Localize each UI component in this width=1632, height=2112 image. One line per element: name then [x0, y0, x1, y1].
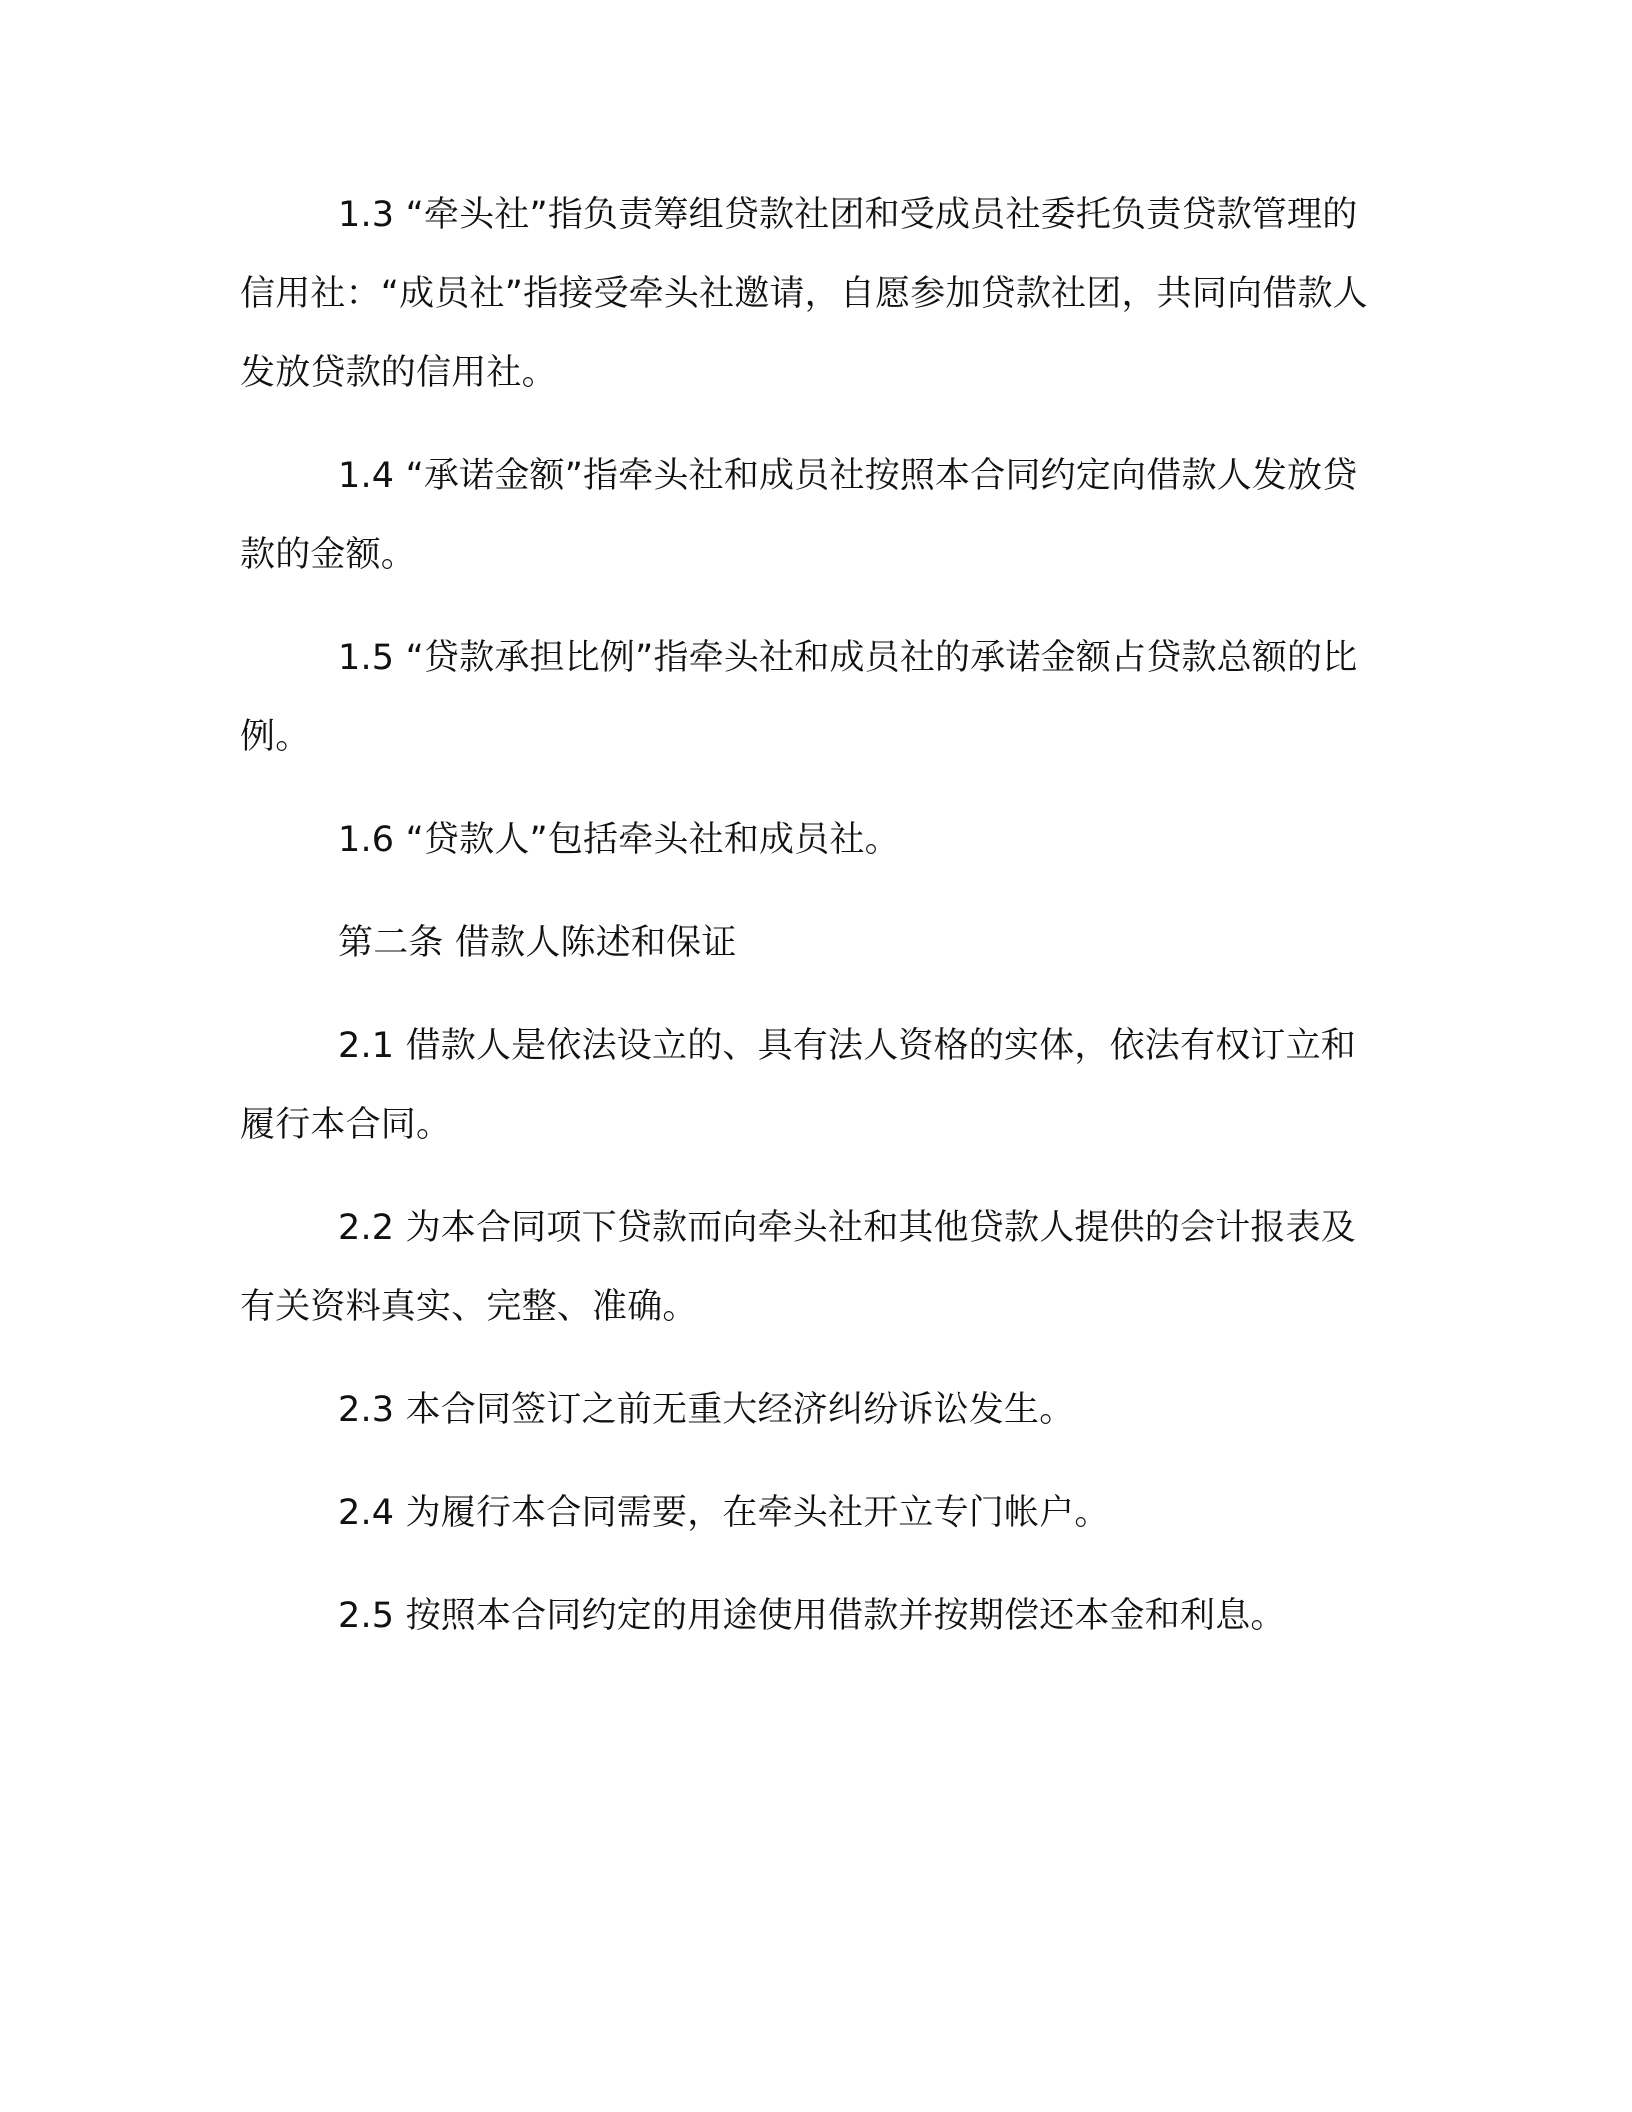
clause-2-2: 2.2 为本合同项下贷款而向牵头社和其他贷款人提供的会计报表及有关资料真实、完整、准确。	[240, 1208, 1356, 1327]
clause-2-4: 2.4 为履行本合同需要，在牵头社开立专门帐户。	[338, 1493, 1110, 1533]
article-2-heading: 第二条 借款人陈述和保证	[338, 923, 737, 963]
clause-1-3: 1.3 “牵头社”指负责筹组贷款社团和受成员社委托负责贷款管理的信用社：“成员社”指接受牵头社邀请，自愿参加贷款社团，共同向借款人发放贷款的信用社。	[240, 195, 1368, 393]
clause-1-6: 1.6 “贷款人”包括牵头社和成员社。	[338, 820, 900, 860]
clause-2-1: 2.1 借款人是依法设立的、具有法人资格的实体，依法有权订立和履行本合同。	[240, 1026, 1356, 1145]
document-page	[240, 176, 1372, 1680]
clause-1-5: 1.5 “贷款承担比例”指牵头社和成员社的承诺金额占贷款总额的比例。	[240, 638, 1358, 757]
clause-2-3: 2.3 本合同签订之前无重大经济纠纷诉讼发生。	[338, 1390, 1075, 1430]
clause-1-4: 1.4 “承诺金额”指牵头社和成员社按照本合同约定向借款人发放贷款的金额。	[240, 456, 1358, 575]
clause-2-5: 2.5 按照本合同约定的用途使用借款并按期偿还本金和利息。	[338, 1596, 1286, 1636]
